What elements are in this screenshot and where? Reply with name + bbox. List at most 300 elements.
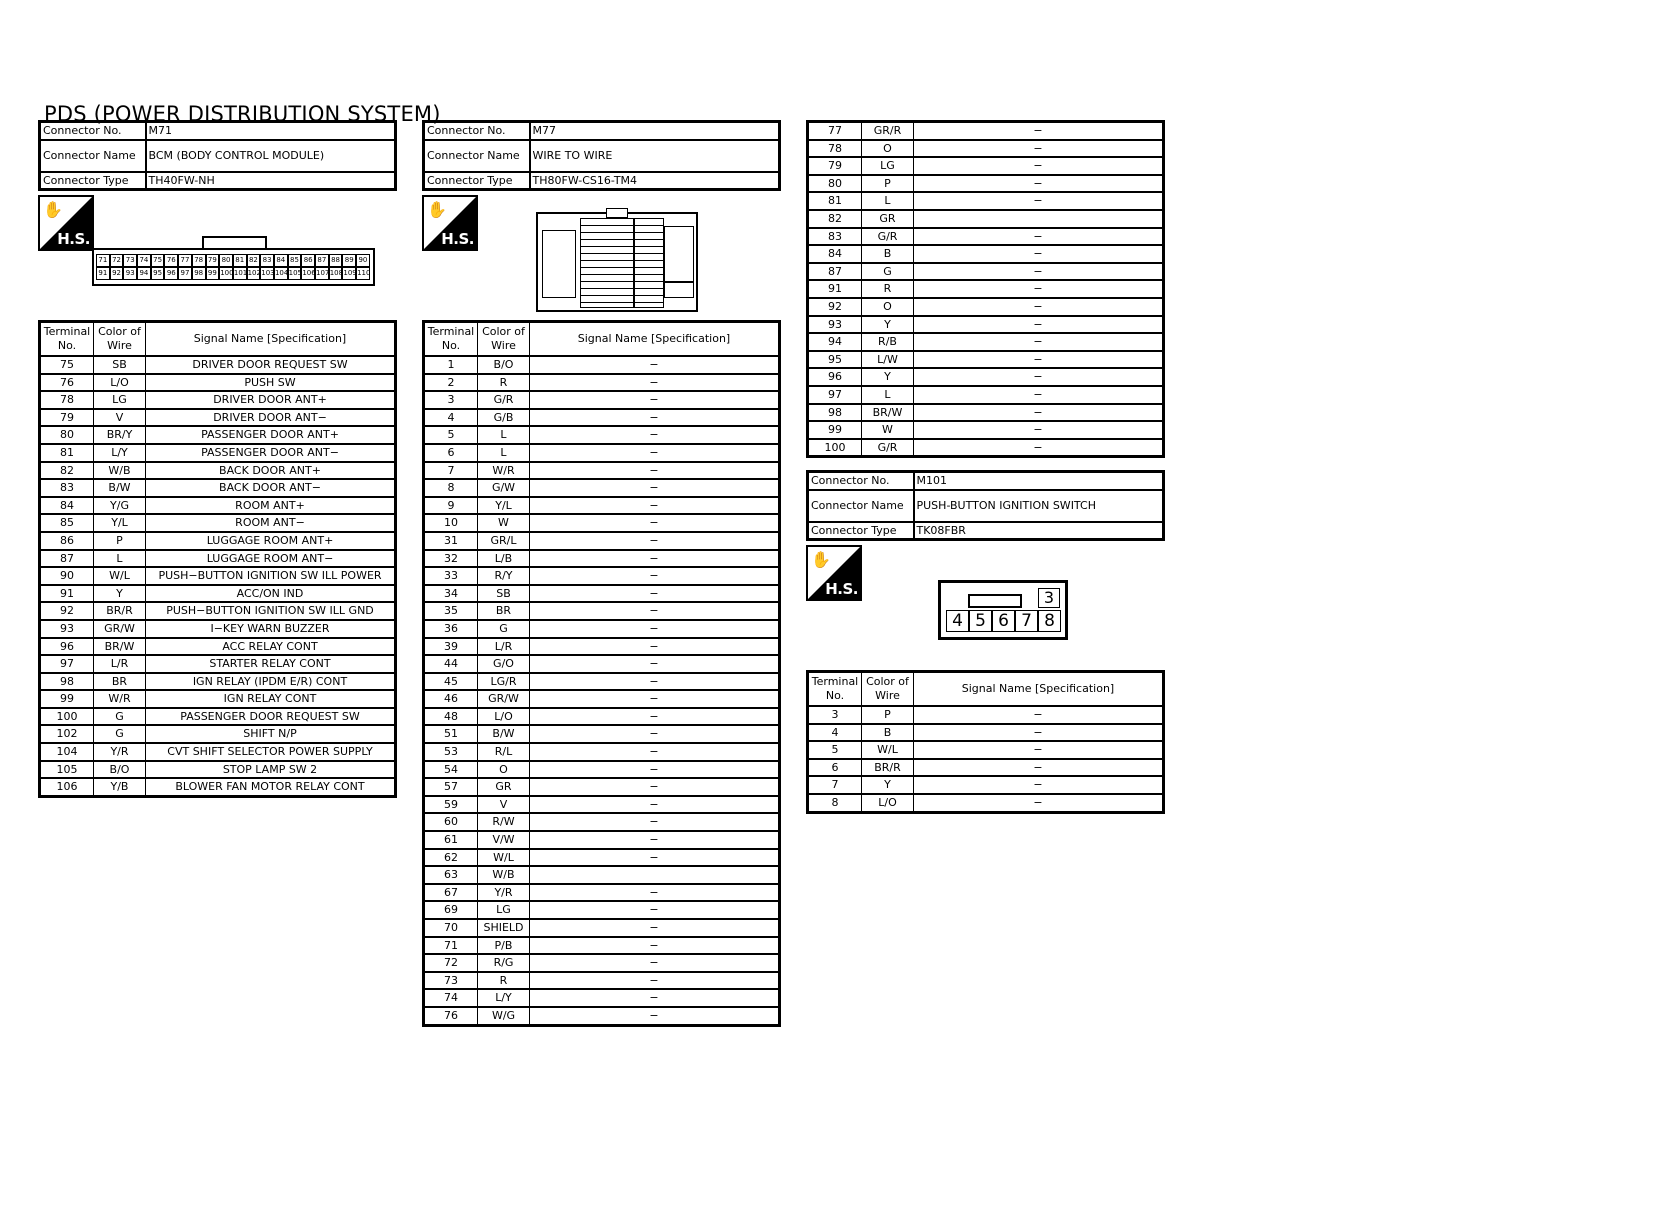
signal-name-cell: ROOM ANT+ bbox=[146, 497, 396, 515]
wire-color-cell: P/B bbox=[478, 937, 530, 955]
signal-name-cell: IGN RELAY CONT bbox=[146, 690, 396, 708]
signal-name-cell: − bbox=[530, 1007, 780, 1025]
table-row bbox=[40, 426, 396, 444]
terminal-no-cell: 10 bbox=[424, 514, 478, 532]
m101-pin-row-top bbox=[1038, 588, 1060, 608]
signal-name-cell: − bbox=[530, 655, 780, 673]
wire-color-cell: G/O bbox=[478, 655, 530, 673]
table-row bbox=[424, 884, 780, 902]
signal-name-cell: − bbox=[530, 514, 780, 532]
m71-pin: 77 bbox=[178, 254, 192, 267]
signal-name-cell: ROOM ANT− bbox=[146, 514, 396, 532]
signal-name-cell: − bbox=[914, 368, 1164, 386]
signal-name-cell: − bbox=[914, 794, 1164, 812]
table-row bbox=[424, 937, 780, 955]
table-row bbox=[808, 333, 1164, 351]
table-row bbox=[808, 140, 1164, 158]
table-row bbox=[808, 421, 1164, 439]
connector-no-label: Connector No. bbox=[424, 122, 530, 140]
table-row bbox=[424, 796, 780, 814]
wire-color-cell: R/G bbox=[478, 954, 530, 972]
table-row bbox=[424, 954, 780, 972]
table-row bbox=[808, 794, 1164, 812]
terminal-no-cell: 72 bbox=[424, 954, 478, 972]
table-row bbox=[808, 404, 1164, 422]
wire-color-cell: W/B bbox=[478, 866, 530, 884]
signal-name-cell: − bbox=[530, 831, 780, 849]
table-row bbox=[808, 263, 1164, 281]
table-row bbox=[424, 725, 780, 743]
m71-pin: 74 bbox=[137, 254, 151, 267]
table-row bbox=[40, 690, 396, 708]
terminal-no-cell: 104 bbox=[40, 743, 94, 761]
wire-color-cell: W/R bbox=[478, 462, 530, 480]
wire-color-cell: W/B bbox=[94, 462, 146, 480]
signal-name-cell: − bbox=[914, 333, 1164, 351]
table-row bbox=[424, 567, 780, 585]
wire-color-cell: L bbox=[862, 192, 914, 210]
table-row bbox=[424, 409, 780, 427]
wire-color-cell: GR/L bbox=[478, 532, 530, 550]
table-row bbox=[424, 708, 780, 726]
m101-connector-no: M101 bbox=[914, 472, 1164, 490]
terminal-no-cell: 4 bbox=[424, 409, 478, 427]
wire-color-cell: BR/W bbox=[862, 404, 914, 422]
wire-color-cell: Y bbox=[862, 776, 914, 794]
table-row bbox=[40, 514, 396, 532]
table-row bbox=[424, 620, 780, 638]
signal-name-cell: − bbox=[530, 937, 780, 955]
table-row bbox=[424, 479, 780, 497]
wire-color-cell: B bbox=[862, 724, 914, 742]
m77-connector-diagram bbox=[536, 208, 698, 312]
signal-name-cell: BLOWER FAN MOTOR RELAY CONT bbox=[146, 778, 396, 796]
signal-name-cell: − bbox=[914, 421, 1164, 439]
m101-pin-row-bottom bbox=[946, 610, 1061, 632]
wire-color-cell: B/W bbox=[94, 479, 146, 497]
signal-name-cell: PUSH−BUTTON IGNITION SW ILL POWER bbox=[146, 567, 396, 585]
wire-color-cell: G/R bbox=[862, 439, 914, 457]
wire-color-cell: Y/G bbox=[94, 497, 146, 515]
table-row bbox=[40, 620, 396, 638]
signal-name-cell: − bbox=[530, 972, 780, 990]
m71-pin: 107 bbox=[315, 267, 329, 280]
terminal-no-cell: 100 bbox=[808, 439, 862, 457]
m71-pin: 76 bbox=[164, 254, 178, 267]
connector-hand-icon: ✋ bbox=[811, 550, 831, 569]
table-row bbox=[424, 426, 780, 444]
wire-color-cell: L/Y bbox=[478, 989, 530, 1007]
signal-name-cell: − bbox=[530, 550, 780, 568]
terminal-no-cell: 84 bbox=[808, 245, 862, 263]
table-row bbox=[424, 514, 780, 532]
table-row bbox=[424, 497, 780, 515]
table-row bbox=[40, 356, 396, 374]
signal-name-cell: − bbox=[914, 741, 1164, 759]
m71-pin: 91 bbox=[96, 267, 110, 280]
table-row bbox=[808, 122, 1164, 140]
terminal-no-cell: 3 bbox=[808, 706, 862, 724]
terminal-no-cell: 6 bbox=[424, 444, 478, 462]
wire-color-cell: O bbox=[862, 140, 914, 158]
table-row bbox=[40, 374, 396, 392]
table-row bbox=[424, 602, 780, 620]
signal-name-cell: − bbox=[530, 778, 780, 796]
color-of-wire-header: Color of Wire bbox=[94, 322, 146, 357]
terminal-no-cell: 97 bbox=[808, 386, 862, 404]
signal-name-cell bbox=[914, 210, 1164, 228]
m71-pin: 103 bbox=[260, 267, 274, 280]
signal-name-cell: BACK DOOR ANT− bbox=[146, 479, 396, 497]
signal-name-cell: STOP LAMP SW 2 bbox=[146, 761, 396, 779]
terminal-no-cell: 98 bbox=[808, 404, 862, 422]
wire-color-cell: GR/R bbox=[862, 122, 914, 140]
wire-color-cell: W bbox=[862, 421, 914, 439]
color-of-wire-header: Color of Wire bbox=[862, 672, 914, 707]
signal-name-cell: − bbox=[530, 673, 780, 691]
signal-name-cell: − bbox=[530, 813, 780, 831]
signal-name-cell: − bbox=[914, 439, 1164, 457]
m101-connector-info bbox=[806, 470, 1165, 541]
m101-pin: 5 bbox=[969, 610, 992, 632]
terminal-no-cell: 75 bbox=[40, 356, 94, 374]
wire-color-cell: Y bbox=[862, 368, 914, 386]
terminal-no-cell: 67 bbox=[424, 884, 478, 902]
wire-color-cell: Y/B bbox=[94, 778, 146, 796]
m71-pin: 83 bbox=[260, 254, 274, 267]
m71-pin: 84 bbox=[274, 254, 288, 267]
terminal-no-cell: 6 bbox=[808, 759, 862, 777]
m71-pin: 82 bbox=[247, 254, 261, 267]
terminal-no-cell: 8 bbox=[424, 479, 478, 497]
m71-pin: 81 bbox=[233, 254, 247, 267]
signal-name-cell: − bbox=[914, 157, 1164, 175]
wire-color-cell: BR/R bbox=[862, 759, 914, 777]
m71-connector-info bbox=[38, 120, 397, 191]
terminal-no-cell: 82 bbox=[808, 210, 862, 228]
table-row bbox=[424, 356, 780, 374]
table-row bbox=[808, 210, 1164, 228]
wire-color-cell: V/W bbox=[478, 831, 530, 849]
table-row bbox=[424, 655, 780, 673]
signal-name-cell: − bbox=[530, 620, 780, 638]
table-row bbox=[40, 550, 396, 568]
signal-name-cell: − bbox=[914, 404, 1164, 422]
table-row bbox=[424, 919, 780, 937]
m101-pin: 6 bbox=[992, 610, 1015, 632]
signal-name-cell: PASSENGER DOOR ANT− bbox=[146, 444, 396, 462]
terminal-no-cell: 7 bbox=[808, 776, 862, 794]
page-title: PDS (POWER DISTRIBUTION SYSTEM) bbox=[44, 102, 441, 126]
terminal-no-cell: 98 bbox=[40, 673, 94, 691]
signal-name-cell: − bbox=[530, 690, 780, 708]
wire-color-cell: P bbox=[94, 532, 146, 550]
terminal-no-cell: 54 bbox=[424, 761, 478, 779]
terminal-no-cell: 5 bbox=[424, 426, 478, 444]
signal-name-cell: PASSENGER DOOR REQUEST SW bbox=[146, 708, 396, 726]
terminal-no-cell: 8 bbox=[808, 794, 862, 812]
signal-name-cell: PUSH SW bbox=[146, 374, 396, 392]
wire-color-cell: L bbox=[862, 386, 914, 404]
connector-type-label: Connector Type bbox=[40, 172, 146, 190]
signal-name-header: Signal Name [Specification] bbox=[530, 322, 780, 357]
wire-color-cell: W/L bbox=[862, 741, 914, 759]
table-row bbox=[424, 743, 780, 761]
signal-name-cell: − bbox=[530, 901, 780, 919]
table-row bbox=[808, 157, 1164, 175]
m71-pin: 80 bbox=[219, 254, 233, 267]
terminal-no-cell: 79 bbox=[808, 157, 862, 175]
table-row bbox=[808, 706, 1164, 724]
signal-name-cell: − bbox=[914, 724, 1164, 742]
table-row bbox=[808, 439, 1164, 457]
wire-color-cell: GR bbox=[862, 210, 914, 228]
signal-name-cell: − bbox=[914, 316, 1164, 334]
wire-color-cell: G/B bbox=[478, 409, 530, 427]
signal-name-cell: − bbox=[530, 708, 780, 726]
m71-pin: 106 bbox=[301, 267, 315, 280]
wire-color-cell: SHIELD bbox=[478, 919, 530, 937]
wire-color-cell: G bbox=[94, 708, 146, 726]
wire-color-cell: B/O bbox=[94, 761, 146, 779]
signal-name-cell: − bbox=[530, 638, 780, 656]
table-row bbox=[40, 391, 396, 409]
table-row bbox=[40, 409, 396, 427]
wire-color-cell: LG/R bbox=[478, 673, 530, 691]
wire-color-cell: L bbox=[94, 550, 146, 568]
terminal-no-cell: 32 bbox=[424, 550, 478, 568]
terminal-no-cell: 3 bbox=[424, 391, 478, 409]
terminal-no-cell: 70 bbox=[424, 919, 478, 937]
terminal-no-cell: 87 bbox=[808, 263, 862, 281]
signal-name-cell: − bbox=[914, 351, 1164, 369]
table-row bbox=[424, 989, 780, 1007]
table-row bbox=[424, 866, 780, 884]
wire-color-cell: R/B bbox=[862, 333, 914, 351]
m71-pin: 96 bbox=[164, 267, 178, 280]
m101-connector-type: TK08FBR bbox=[914, 522, 1164, 540]
signal-name-cell: − bbox=[530, 849, 780, 867]
terminal-no-cell: 84 bbox=[40, 497, 94, 515]
table-row bbox=[424, 462, 780, 480]
m71-pin: 87 bbox=[315, 254, 329, 267]
table-row bbox=[424, 374, 780, 392]
wire-color-cell: Y bbox=[862, 316, 914, 334]
table-row bbox=[40, 673, 396, 691]
terminal-no-cell: 5 bbox=[808, 741, 862, 759]
wire-color-cell: W/G bbox=[478, 1007, 530, 1025]
terminal-no-cell: 99 bbox=[808, 421, 862, 439]
terminal-no-cell: 96 bbox=[40, 638, 94, 656]
table-row bbox=[40, 743, 396, 761]
m71-pin: 89 bbox=[342, 254, 356, 267]
m71-pin: 79 bbox=[206, 254, 220, 267]
terminal-no-cell: 71 bbox=[424, 937, 478, 955]
m71-connector-no: M71 bbox=[146, 122, 396, 140]
wire-color-cell: B/W bbox=[478, 725, 530, 743]
wire-color-cell: V bbox=[478, 796, 530, 814]
table-row bbox=[808, 316, 1164, 334]
terminal-no-cell: 86 bbox=[40, 532, 94, 550]
signal-name-cell: − bbox=[530, 919, 780, 937]
signal-name-cell: − bbox=[530, 954, 780, 972]
wire-color-cell: L/B bbox=[478, 550, 530, 568]
terminal-no-cell: 46 bbox=[424, 690, 478, 708]
terminal-no-cell: 91 bbox=[40, 585, 94, 603]
terminal-no-cell: 82 bbox=[40, 462, 94, 480]
wire-color-cell: Y/R bbox=[94, 743, 146, 761]
terminal-no-cell: 81 bbox=[808, 192, 862, 210]
m71-pin: 102 bbox=[247, 267, 261, 280]
terminal-no-cell: 76 bbox=[424, 1007, 478, 1025]
terminal-no-cell: 57 bbox=[424, 778, 478, 796]
wire-color-cell: Y/R bbox=[478, 884, 530, 902]
m71-pin: 78 bbox=[192, 254, 206, 267]
terminal-no-cell: 62 bbox=[424, 849, 478, 867]
wire-color-cell: L bbox=[478, 426, 530, 444]
signal-name-cell: IGN RELAY (IPDM E/R) CONT bbox=[146, 673, 396, 691]
table-row bbox=[808, 386, 1164, 404]
signal-name-cell: − bbox=[530, 989, 780, 1007]
harness-side-icon: ✋ H.S. bbox=[38, 195, 94, 251]
m101-pin: 4 bbox=[946, 610, 969, 632]
table-row bbox=[424, 532, 780, 550]
terminal-no-cell: 34 bbox=[424, 585, 478, 603]
terminal-no-cell: 81 bbox=[40, 444, 94, 462]
harness-side-icon: ✋ H.S. bbox=[422, 195, 478, 251]
signal-name-cell: − bbox=[914, 776, 1164, 794]
terminal-no-cell: 83 bbox=[808, 228, 862, 246]
table-row bbox=[424, 849, 780, 867]
terminal-no-cell: 99 bbox=[40, 690, 94, 708]
table-row bbox=[40, 655, 396, 673]
connector-no-label: Connector No. bbox=[40, 122, 146, 140]
terminal-no-cell: 87 bbox=[40, 550, 94, 568]
wire-color-cell: Y/L bbox=[478, 497, 530, 515]
signal-name-cell: − bbox=[914, 280, 1164, 298]
signal-name-cell: ACC RELAY CONT bbox=[146, 638, 396, 656]
connector-name-label: Connector Name bbox=[808, 490, 914, 522]
wire-color-cell: GR bbox=[478, 778, 530, 796]
m71-pin: 95 bbox=[151, 267, 165, 280]
m71-pin-row-top bbox=[96, 254, 370, 267]
m77-connector-type: TH80FW-CS16-TM4 bbox=[530, 172, 780, 190]
terminal-no-cell: 76 bbox=[40, 374, 94, 392]
table-row bbox=[40, 602, 396, 620]
terminal-no-cell: 97 bbox=[40, 655, 94, 673]
terminal-no-cell: 63 bbox=[424, 866, 478, 884]
wire-color-cell: LG bbox=[94, 391, 146, 409]
table-row bbox=[808, 724, 1164, 742]
wire-color-cell: R bbox=[862, 280, 914, 298]
table-row bbox=[424, 972, 780, 990]
terminal-no-cell: 92 bbox=[40, 602, 94, 620]
signal-name-cell: PASSENGER DOOR ANT+ bbox=[146, 426, 396, 444]
m71-pin: 72 bbox=[110, 254, 124, 267]
table-row bbox=[40, 708, 396, 726]
table-row bbox=[808, 759, 1164, 777]
m71-pin: 71 bbox=[96, 254, 110, 267]
signal-name-cell: − bbox=[914, 386, 1164, 404]
terminal-no-cell: 31 bbox=[424, 532, 478, 550]
m101-connector-name: PUSH-BUTTON IGNITION SWITCH bbox=[914, 490, 1164, 522]
signal-name-cell: STARTER RELAY CONT bbox=[146, 655, 396, 673]
terminal-no-cell: 73 bbox=[424, 972, 478, 990]
terminal-no-header: Terminal No. bbox=[40, 322, 94, 357]
signal-name-cell: − bbox=[914, 140, 1164, 158]
m101-pin: 8 bbox=[1038, 610, 1061, 632]
wire-color-cell: L/O bbox=[862, 794, 914, 812]
wire-color-cell: SB bbox=[94, 356, 146, 374]
m71-pin: 90 bbox=[356, 254, 370, 267]
signal-name-cell: − bbox=[530, 462, 780, 480]
m71-pin: 92 bbox=[110, 267, 124, 280]
terminal-no-cell: 36 bbox=[424, 620, 478, 638]
signal-name-cell: − bbox=[530, 725, 780, 743]
terminal-no-cell: 9 bbox=[424, 497, 478, 515]
terminal-no-cell: 94 bbox=[808, 333, 862, 351]
signal-name-cell: − bbox=[914, 263, 1164, 281]
wire-color-cell: L/Y bbox=[94, 444, 146, 462]
signal-name-cell: − bbox=[530, 743, 780, 761]
wire-color-cell: R/Y bbox=[478, 567, 530, 585]
wire-color-cell: P bbox=[862, 706, 914, 724]
terminal-no-cell: 51 bbox=[424, 725, 478, 743]
table-row bbox=[424, 550, 780, 568]
connector-type-label: Connector Type bbox=[808, 522, 914, 540]
m71-pin-row-bottom bbox=[96, 267, 370, 280]
terminal-no-header: Terminal No. bbox=[424, 322, 478, 357]
signal-name-cell: − bbox=[530, 532, 780, 550]
signal-name-cell: − bbox=[914, 245, 1164, 263]
m71-pin: 88 bbox=[329, 254, 343, 267]
table-row bbox=[424, 761, 780, 779]
signal-name-cell: BACK DOOR ANT+ bbox=[146, 462, 396, 480]
signal-name-cell: − bbox=[530, 479, 780, 497]
table-row bbox=[424, 1007, 780, 1025]
m71-pin: 104 bbox=[274, 267, 288, 280]
terminal-no-cell: 92 bbox=[808, 298, 862, 316]
terminal-no-cell: 90 bbox=[40, 567, 94, 585]
table-row bbox=[424, 690, 780, 708]
terminal-no-cell: 105 bbox=[40, 761, 94, 779]
terminal-no-cell: 2 bbox=[424, 374, 478, 392]
m71-pin: 109 bbox=[342, 267, 356, 280]
signal-name-cell: − bbox=[530, 497, 780, 515]
signal-name-header: Signal Name [Specification] bbox=[146, 322, 396, 357]
m71-pin: 98 bbox=[192, 267, 206, 280]
m71-pin: 94 bbox=[137, 267, 151, 280]
wire-color-cell: V bbox=[94, 409, 146, 427]
harness-side-icon: ✋ H.S. bbox=[806, 545, 862, 601]
wire-color-cell: GR/W bbox=[478, 690, 530, 708]
m71-pin: 105 bbox=[288, 267, 302, 280]
m77-connector-info bbox=[422, 120, 781, 191]
wire-color-cell: SB bbox=[478, 585, 530, 603]
signal-name-cell: I−KEY WARN BUZZER bbox=[146, 620, 396, 638]
connector-name-label: Connector Name bbox=[424, 140, 530, 172]
signal-name-cell: − bbox=[914, 228, 1164, 246]
table-row bbox=[40, 567, 396, 585]
signal-name-header: Signal Name [Specification] bbox=[914, 672, 1164, 707]
m77-connector-no: M77 bbox=[530, 122, 780, 140]
wire-color-cell: L/R bbox=[94, 655, 146, 673]
wire-color-cell: G/R bbox=[862, 228, 914, 246]
signal-name-cell: − bbox=[530, 374, 780, 392]
wire-color-cell: W/L bbox=[478, 849, 530, 867]
terminal-no-cell: 69 bbox=[424, 901, 478, 919]
m71-pin: 86 bbox=[301, 254, 315, 267]
